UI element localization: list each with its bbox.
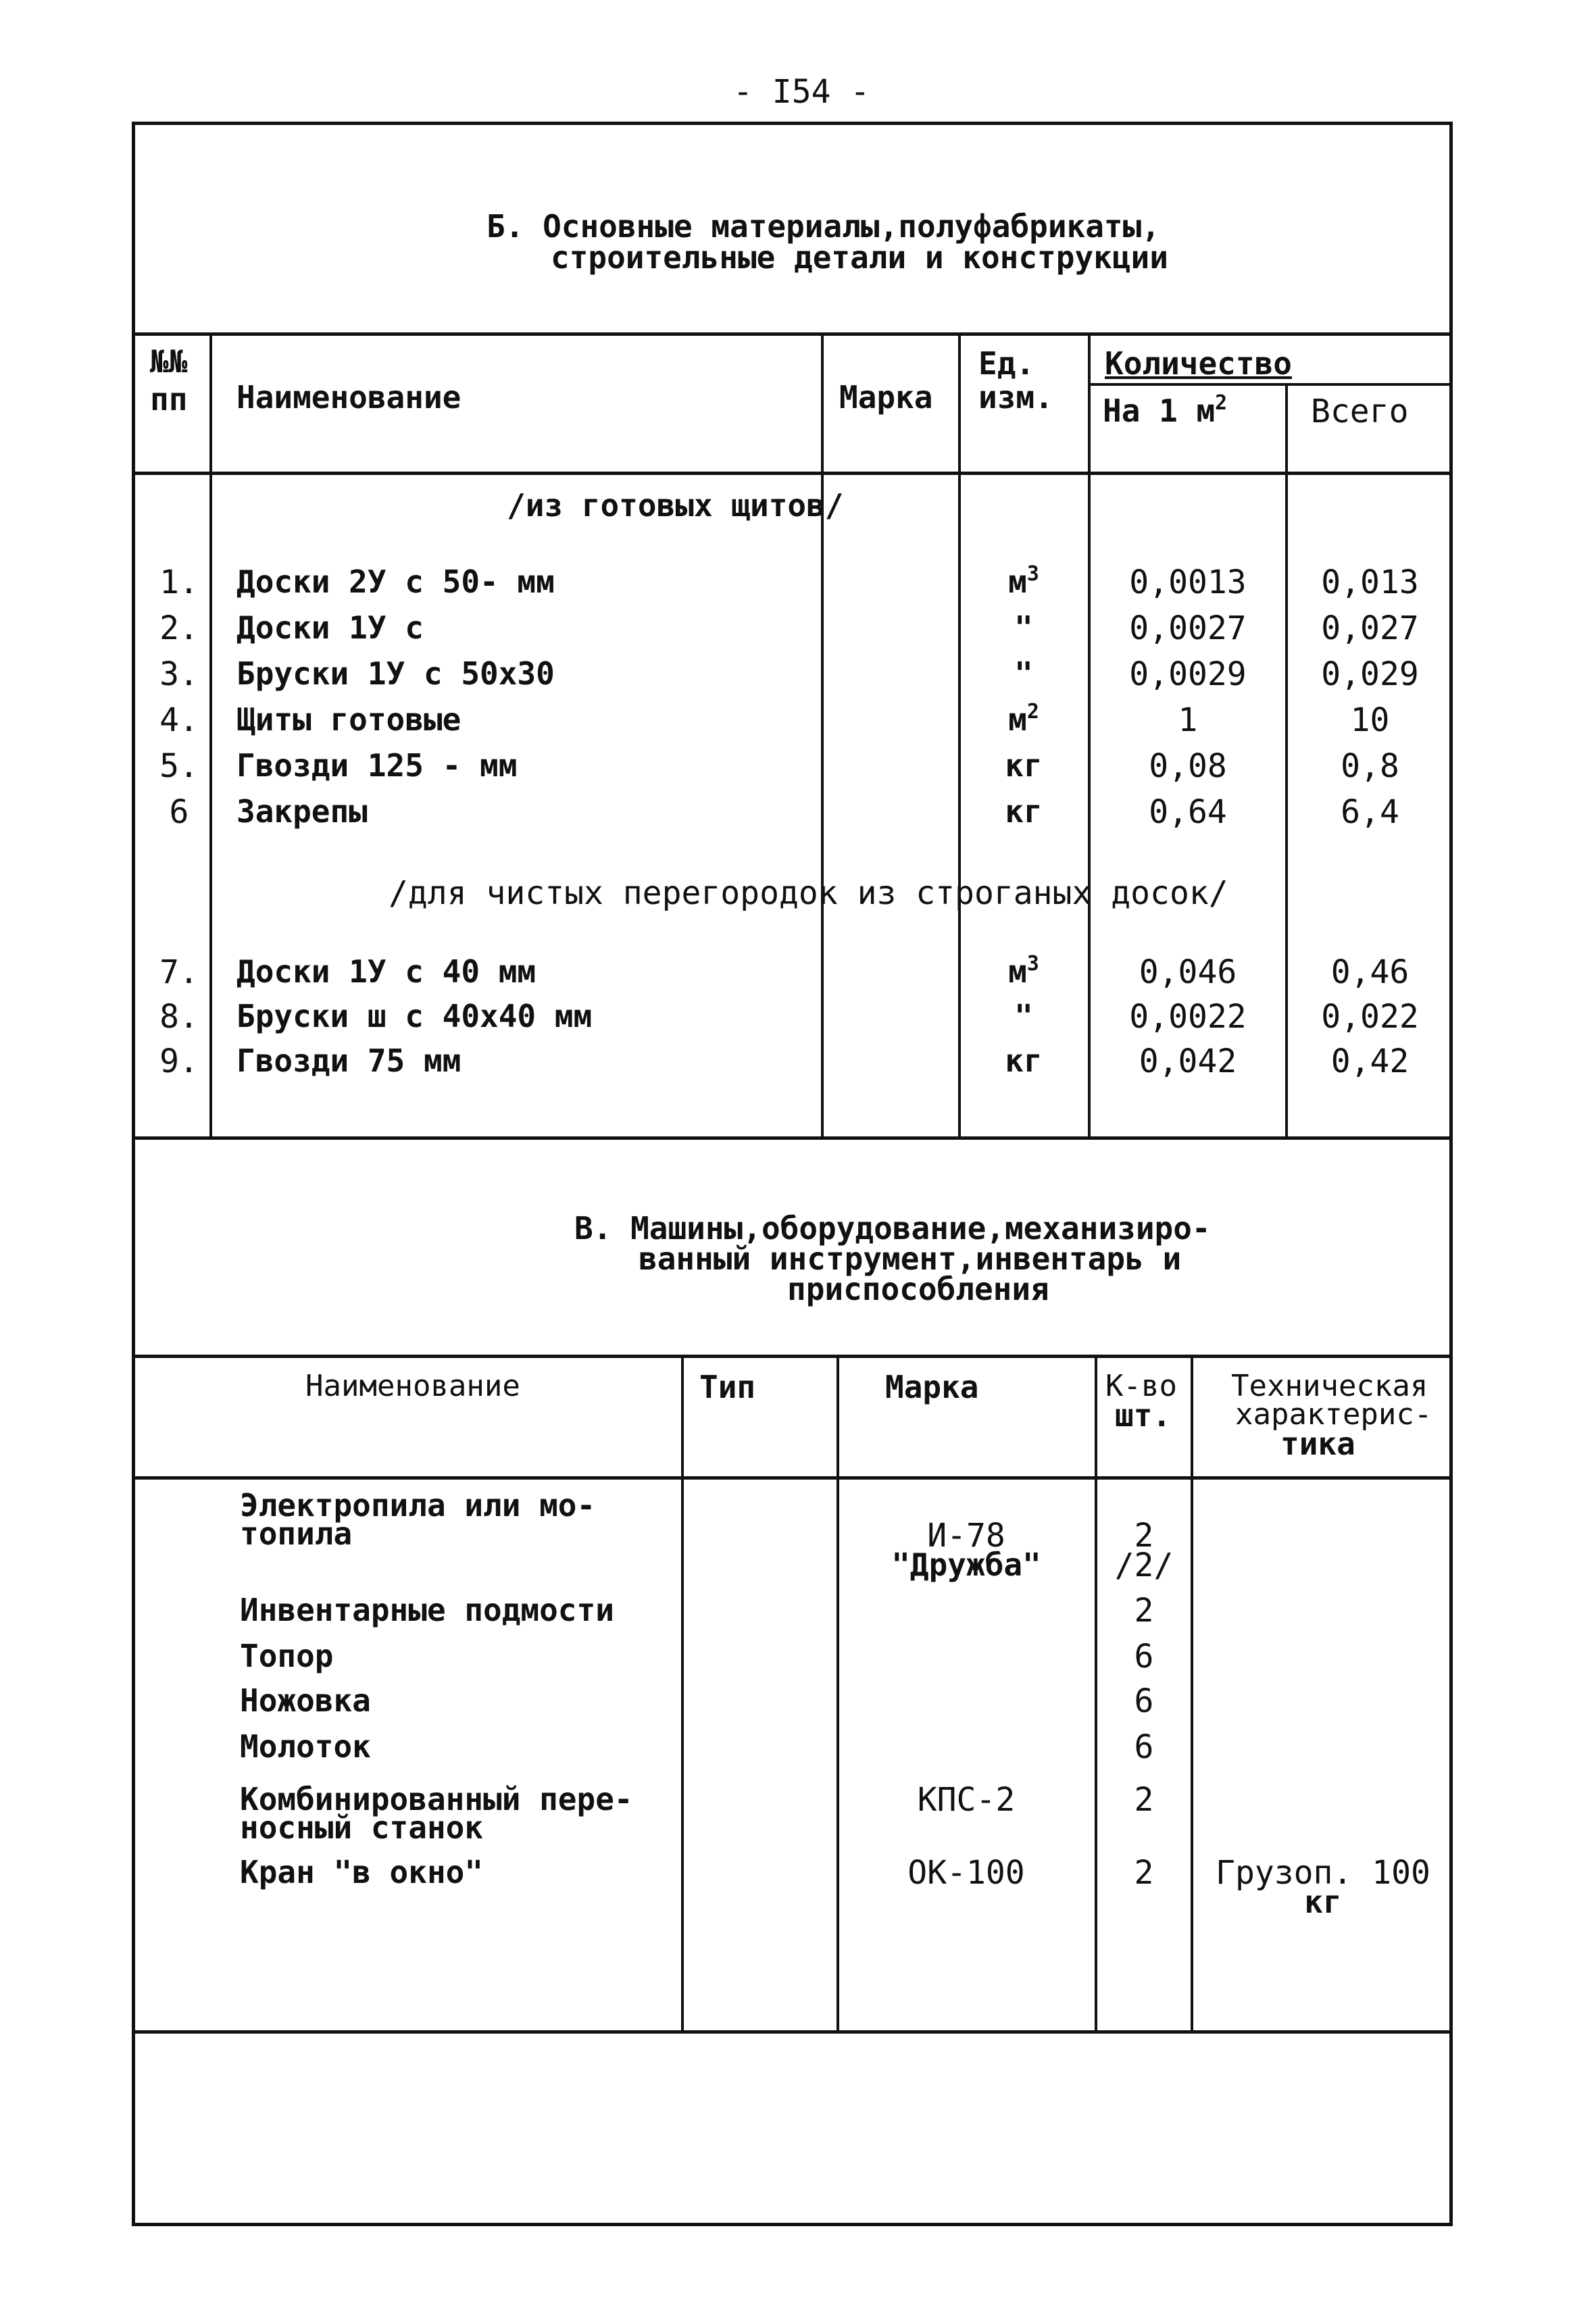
col-divider-unit [1088, 334, 1091, 1136]
header-mark: Марка [839, 379, 933, 416]
section-v-table-top-border [135, 1355, 1453, 1358]
section-v-title-line2: ванный инструмент,инвентарь и [639, 1240, 1182, 1277]
v-row-tech: Грузоп. 100 [1216, 1854, 1430, 1892]
row-per-m2: 1 [1178, 701, 1198, 739]
quantity-subheader-line [1088, 383, 1453, 386]
section-v-header-bottom-border [135, 1476, 1453, 1480]
section-v-title-line1: В. Машины,оборудование,механизиро- [574, 1210, 1211, 1247]
v-row-qty: 2 [1134, 1854, 1154, 1892]
row-name: Доски 1У с [236, 609, 424, 646]
row-number: 6 [169, 793, 189, 831]
section-v-table-bottom-border [135, 2030, 1453, 2034]
row-total: 6,4 [1341, 793, 1399, 831]
group2-title: /для чистых перегородок из строганых досок/ [389, 874, 1228, 912]
v-header-tech-line3: тика [1280, 1426, 1355, 1462]
section-v-title-line3: приспособления [787, 1271, 1049, 1307]
row-total: 0,029 [1321, 655, 1419, 693]
row-number: 4. [159, 701, 199, 739]
v-row-name-line2: носный станок [240, 1809, 484, 1846]
v-row-name: Топор [240, 1638, 334, 1674]
row-number: 3. [159, 655, 199, 693]
v-row-name: Ножовка [240, 1682, 371, 1719]
v-col-divider-name [681, 1357, 684, 2030]
v-row-qty: 2 [1134, 1517, 1154, 1555]
row-name: Бруски 1У с 50х30 [236, 655, 555, 692]
row-name: Гвозди 75 мм [236, 1042, 462, 1079]
page-number: - I54 - [733, 73, 870, 111]
row-unit: $м^2$ [1008, 700, 1039, 738]
row-number: 7. [159, 953, 199, 991]
header-total: Всего [1311, 393, 1409, 430]
v-col-divider-type [837, 1357, 839, 2030]
row-name: Щиты готовые [236, 701, 462, 738]
row-per-m2: 0,042 [1139, 1042, 1237, 1080]
v-row-tech-line2: кг [1304, 1884, 1342, 1920]
row-unit: " [1014, 609, 1033, 646]
v-row-mark: И-78 [927, 1517, 1005, 1555]
v-col-divider-mark [1095, 1357, 1097, 2030]
v-row-name: Электропила или мо- [240, 1487, 596, 1524]
row-unit: кг [1005, 747, 1043, 784]
row-unit: " [1014, 655, 1033, 692]
header-quantity: Количество [1105, 345, 1292, 382]
header-num-line2: пп [150, 381, 188, 418]
v-header-qty-line1: К-во [1105, 1369, 1177, 1403]
v-header-mark: Марка [885, 1369, 979, 1405]
row-total: 0,013 [1321, 563, 1419, 601]
row-name: Бруски ш с 40х40 мм [236, 998, 593, 1034]
v-header-tech-line2: характерис- [1235, 1397, 1432, 1432]
v-header-name: Наименование [305, 1369, 520, 1403]
v-row-mark-line2: "Дружба" [891, 1546, 1041, 1583]
col-divider-per-m2 [1285, 383, 1288, 1136]
v-row-qty: 6 [1134, 1638, 1154, 1676]
row-total: 0,46 [1330, 953, 1410, 991]
v-row-name: Комбинированный пере- [240, 1781, 633, 1817]
section-b-table-top-border [132, 332, 1453, 336]
section-b-table-bottom-border [135, 1136, 1453, 1140]
section-b-header-bottom-border [132, 472, 1453, 475]
v-row-mark: ОК-100 [907, 1854, 1025, 1892]
v-row-qty: 2 [1134, 1592, 1154, 1630]
row-unit: кг [1005, 793, 1043, 830]
row-total: 0,42 [1330, 1042, 1410, 1080]
row-per-m2: 0,08 [1149, 747, 1227, 785]
v-row-name: Кран "в окно" [240, 1854, 484, 1890]
row-unit: " [1014, 998, 1033, 1034]
row-name: Закрепы [236, 793, 368, 830]
row-unit: $м^3$ [1008, 562, 1039, 600]
section-b-title-line2: строительные детали и конструкции [551, 239, 1168, 276]
row-per-m2: 0,64 [1149, 793, 1227, 831]
row-name: Доски 1У с 40 мм [236, 953, 537, 990]
col-divider-num [209, 334, 212, 1136]
v-row-name-line2: топила [240, 1515, 353, 1552]
v-row-qty: 6 [1134, 1682, 1154, 1720]
v-header-type: Тип [699, 1369, 756, 1405]
row-name: Доски 2У с 50- мм [236, 563, 555, 600]
row-per-m2: 0,0022 [1129, 998, 1247, 1036]
row-number: 9. [159, 1042, 199, 1080]
v-header-tech-line1: Техническая [1231, 1369, 1428, 1403]
v-header-qty-line2: шт. [1115, 1397, 1172, 1434]
row-unit: $м^3$ [1008, 952, 1039, 990]
header-name: Наименование [236, 379, 462, 416]
v-row-mark: КПС-2 [917, 1781, 1016, 1819]
row-number: 5. [159, 747, 199, 785]
row-total: 0,8 [1341, 747, 1399, 785]
v-row-qty: 2 [1134, 1781, 1154, 1819]
v-col-divider-qty [1191, 1357, 1193, 2030]
row-per-m2: 0,046 [1139, 953, 1237, 991]
row-per-m2: 0,0027 [1129, 609, 1247, 647]
header-unit-line2: изм. [978, 379, 1053, 416]
row-number: 2. [159, 609, 199, 647]
col-divider-name [821, 334, 824, 1136]
v-row-qty-line2: /2/ [1114, 1546, 1174, 1584]
header-unit-line1: Ед. [978, 345, 1035, 382]
row-per-m2: 0,0013 [1129, 563, 1247, 601]
row-per-m2: 0,0029 [1129, 655, 1247, 693]
group1-title: /из готовых щитов/ [507, 487, 844, 524]
header-num-line1: №№ [150, 343, 188, 380]
v-row-qty: 6 [1134, 1728, 1154, 1766]
v-row-name: Молоток [240, 1728, 371, 1765]
row-number: 1. [159, 563, 199, 601]
row-total: 0,027 [1321, 609, 1419, 647]
row-number: 8. [159, 998, 199, 1036]
row-name: Гвозди 125 - мм [236, 747, 518, 784]
v-row-name: Инвентарные подмости [240, 1592, 614, 1628]
row-total: 10 [1350, 701, 1390, 739]
header-per-m2: На 1 $м^2$ [1103, 391, 1228, 429]
row-total: 0,022 [1321, 998, 1419, 1036]
section-b-title-line1: Б. Основные материалы,полуфабрикаты, [487, 208, 1160, 245]
col-divider-mark [958, 334, 961, 1136]
row-unit: кг [1005, 1042, 1043, 1079]
